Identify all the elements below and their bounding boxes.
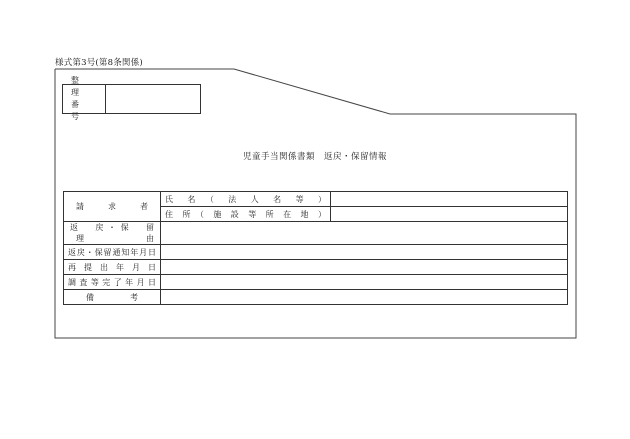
name-field[interactable] <box>331 192 568 207</box>
table-row <box>64 192 568 207</box>
resubmit-date-label: 再提出年月日 <box>68 262 156 272</box>
notify-date-field[interactable] <box>161 245 568 260</box>
claimant-label-cell <box>64 192 161 222</box>
survey-date-field[interactable] <box>161 275 568 290</box>
table-row <box>64 222 568 245</box>
address-label: 住 所 （ 施 設 等 所 在 地 ） <box>165 209 326 219</box>
table-row <box>64 290 568 305</box>
address-field[interactable] <box>331 207 568 222</box>
remarks-label-cell <box>64 290 161 305</box>
name-label-cell <box>161 192 331 207</box>
reason-label-cell <box>64 222 161 245</box>
resubmit-date-label-cell <box>64 260 161 275</box>
reason-label-line2 <box>70 233 154 244</box>
info-table <box>63 191 568 305</box>
table-row <box>64 245 568 260</box>
document-title: 児童手当関係書類 返戻・保留情報 <box>242 152 387 162</box>
claimant-label: 請 求 者 <box>76 202 148 211</box>
seiri-number-box <box>62 76 201 121</box>
survey-date-label: 調査等完了年月日 <box>68 277 156 287</box>
notify-date-label-cell <box>64 245 161 260</box>
form-number-label: 様式第3号(第8条関係) <box>55 58 143 68</box>
reason-label-ri: 理 <box>76 234 84 243</box>
survey-date-label-cell <box>64 275 161 290</box>
table-row <box>64 260 568 275</box>
address-label-cell <box>161 207 331 222</box>
seiri-label-line1: 整 理 <box>71 76 103 97</box>
notify-date-label: 返戻・保留通知年月日 <box>68 247 156 257</box>
seiri-number-label <box>63 76 106 121</box>
reason-label-line1: 返 戻・保 留 <box>70 223 154 232</box>
name-label: 氏 名 （ 法 人 名 等 ） <box>165 194 326 204</box>
seiri-label-line2: 番 号 <box>71 100 103 121</box>
remarks-label: 備 考 <box>86 292 138 302</box>
table-row <box>64 275 568 290</box>
seiri-number-field[interactable] <box>106 85 200 113</box>
reason-label-yu: 由 <box>146 234 154 243</box>
resubmit-date-field[interactable] <box>161 260 568 275</box>
reason-field[interactable] <box>161 222 568 245</box>
remarks-field[interactable] <box>161 290 568 305</box>
